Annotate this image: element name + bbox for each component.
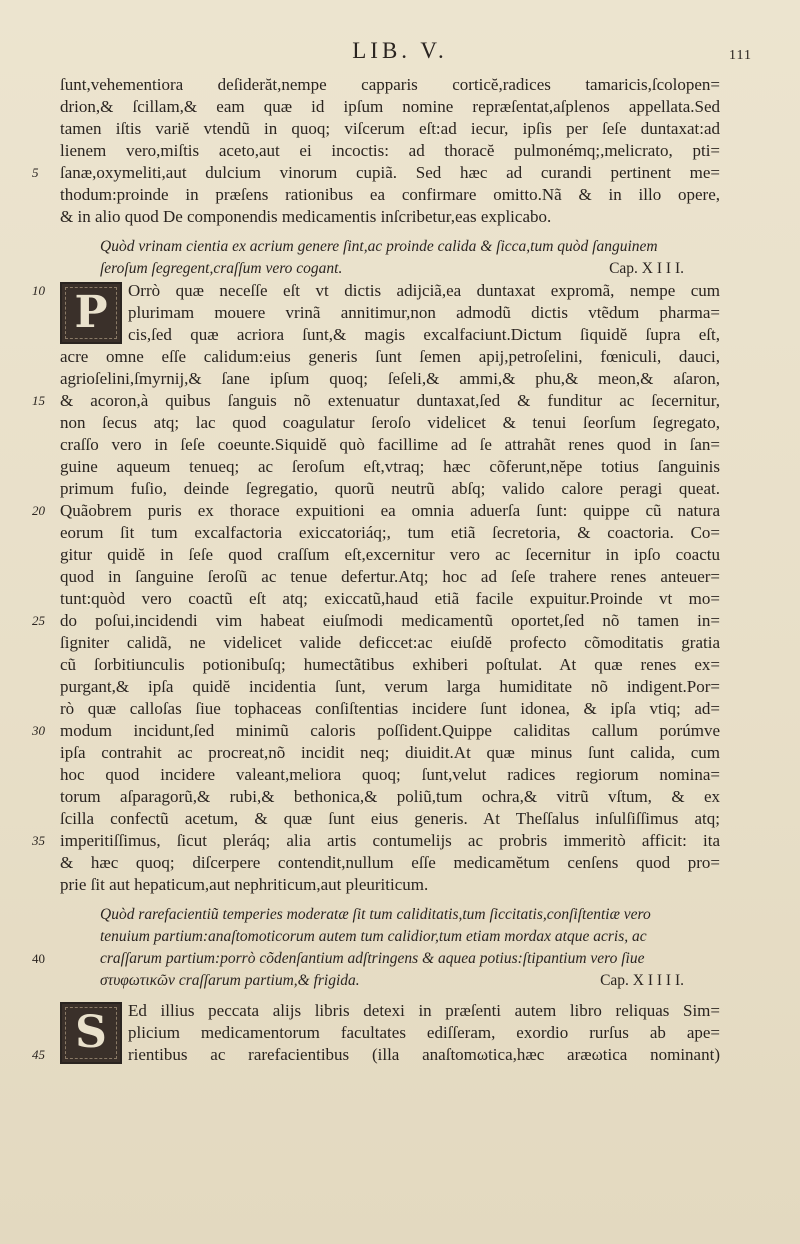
- line-text: Ed illius peccata alijs libris detexi in præſenti autem libro reliquas Sim=: [128, 1001, 720, 1020]
- line-text: drion,& ſcillam,& eam quæ id ipſum nomine repræſentat,aſplenos appellata.Sed: [60, 97, 720, 116]
- text-line: [32, 830, 720, 852]
- line-text: purgant,& ipſa quidĕ incidentia ſunt, verum larga humiditate nõ indigent.Por=: [60, 677, 720, 696]
- chapter-13-heading-line-1: Quòd vrinam cientia ex acrium genere ſint,ac proinde calida & ſicca,tum quòd ſanguinem: [100, 238, 658, 255]
- line-text: ſigniter calidã, ne videlicet valide deficcet:ac eiuſdĕ profecto cõmoditatis gratia: [60, 633, 720, 652]
- text-line: [60, 412, 720, 434]
- line-text: & hæc quoq; diſcerpere contendit,nullum eſſe medicamĕtum cenſens quod pro=: [60, 853, 720, 872]
- running-head: LIB. V.: [352, 38, 448, 63]
- text-line: [60, 654, 720, 676]
- initial-letter: S: [75, 1007, 107, 1058]
- text-line: [60, 434, 720, 456]
- line-text: imperitiſſimus, ſicut pleráq; alia artis contumelijs ac probris immeritò afficit: ita: [60, 831, 720, 850]
- line-text: non ſecus atq; lac quod coagulatur ſeroſo videlicet & tenui ſeorſum ſegregato,: [60, 413, 720, 432]
- section-1-paragraph: [32, 74, 720, 228]
- line-text: craſſo vero in ſeſe coeunte.Siquidĕ quò facillime ad ſe attrahãt renes quod in ſan=: [60, 435, 720, 454]
- section-3-paragraph: [32, 1000, 720, 1066]
- line-text: Quãobrem puris ex thorace expuitioni ea omnia aduerſa ſunt: quippe cũ natura: [60, 501, 720, 520]
- chapter-14-heading-line-2: tenuium partium:anaſtomoticorum autem tum calidior,tum etiam mordax atque acris, ac: [100, 928, 647, 945]
- line-number: 10: [32, 283, 45, 298]
- line-text: acre omne eſſe calidum:eius generis ſunt ſemen apij,petroſelini, fœniculi, dauci,: [60, 347, 720, 366]
- line-text: ſanæ,oxymeliti,aut dulcium vinorum cupiã. Sed hæc ad curandi pertinent me=: [60, 163, 720, 182]
- line-text: cũ ſorbitiunculis potionibuſq; humectãtibus exhiberi poſtulat. At quæ renes ex=: [60, 655, 720, 674]
- text-line: [60, 74, 720, 96]
- line-text: tunt:quòd vero coactũ eſt atq; exiccatũ,haud etiã facile expuitur.Proinde vt mo=: [60, 589, 720, 608]
- text-line: [32, 610, 720, 632]
- text-line: [32, 390, 720, 412]
- text-block: [32, 74, 720, 1066]
- chapter-14-heading-text-4: στυφωτικῶν craſſarum partium,& frigida.: [100, 972, 360, 989]
- section-2-paragraph: [32, 280, 720, 896]
- chapter-13-heading-text: ſeroſum ſegregent,craſſum vero cogant.: [100, 260, 343, 277]
- line-text: tamen iſtis variĕ vtendũ in quoq; viſcerum eſt:ad iecur, ipſis per ſeſe duntaxat:ad: [60, 119, 720, 138]
- line-number: 5: [32, 165, 39, 180]
- text-line: [60, 96, 720, 118]
- line-text: modum incidunt,ſed minimũ caloris poſſident.Quippe caliditas callum porúmve: [60, 721, 720, 740]
- text-line: [32, 1044, 720, 1066]
- chapter-13-cap-number: Cap. X I I I.: [609, 260, 684, 277]
- line-text: guine aqueum tenueq; ac ſeroſum eſt,vtraq; hæc cõferunt,nĕpe totius ſanguinis: [60, 457, 720, 476]
- line-text: ſunt,vehementiora deſiderăt,nempe capparis corticĕ,radices tamaricis,ſcolopen=: [60, 75, 720, 94]
- chapter-13-heading-line-2: [60, 258, 720, 280]
- line-number: 30: [32, 723, 45, 738]
- text-line: [60, 368, 720, 390]
- folio-number: 111: [729, 48, 752, 63]
- chapter-14-heading-line-1: Quòd rarefacientiũ temperies moderatæ ſit tum caliditatis,tum ſiccitatis,conſiſtentiæ vero: [100, 906, 651, 923]
- line-number: 45: [32, 1047, 45, 1062]
- chapter-14-heading-line-4: [60, 970, 720, 992]
- line-text: plurimam mouere vrinã annitimur,non admodũ dictis vtẽdum pharma=: [128, 303, 720, 322]
- text-line: [60, 852, 720, 874]
- line-text: thodum:proinde in præſens rationibus ea confirmare omitto.Nã & in illo opere,: [60, 185, 720, 204]
- text-line: [60, 764, 720, 786]
- text-line: [60, 346, 720, 368]
- initial-letter: P: [74, 287, 108, 338]
- line-text: cis,ſed quæ acriora ſunt,& magis excalfaciunt.Dictum ſiquidĕ ſupra eſt,: [128, 325, 720, 344]
- line-text: Orrò quæ neceſſe eſt vt dictis adijciã,ea duntaxat expromã, nempe cum: [128, 281, 720, 300]
- text-line: [60, 522, 720, 544]
- line-number: 20: [32, 503, 45, 518]
- line-text: ſcilla confectũ acetum, & quæ ſunt eius generis. At Theſſalus inſulſiſſimus atq;: [60, 809, 720, 828]
- text-line: [60, 786, 720, 808]
- line-text: do poſui,incidendi vim habeat eiuſmodi medicamentũ oportet,ſed nõ tamen in=: [60, 611, 720, 630]
- chapter-14-heading-text-3: craſſarum partium:porrò cõdenſantium adſtringens & aquea potius:ſtipantium vero ſiue: [100, 950, 645, 967]
- text-line: [60, 140, 720, 162]
- text-line: [60, 456, 720, 478]
- text-line: [60, 324, 720, 346]
- text-line: [60, 544, 720, 566]
- text-line: [60, 632, 720, 654]
- line-text: lienem vero,miſtis aceto,aut ei incoctis: ad thoracĕ pulmonémq;,melicrato, pti=: [60, 141, 720, 160]
- line-number: 35: [32, 833, 45, 848]
- text-line: [60, 588, 720, 610]
- line-text: plicium medicamentorum facultates ediſſeram, exordio rurſus ab ape=: [128, 1023, 720, 1042]
- line-number: 15: [32, 393, 45, 408]
- text-line: [32, 500, 720, 522]
- line-text: rientibus ac rarefacientibus (illa anaſtomωtica,hæc aræωtica nominant): [128, 1045, 720, 1064]
- text-line: [60, 1000, 720, 1022]
- text-line: [32, 720, 720, 742]
- line-number: 40: [32, 951, 45, 966]
- line-text: & acoron,à quibus ſanguis nõ extenuatur duntaxat,ſed & funditur ac ſecernitur,: [60, 391, 720, 410]
- line-text: agrioſelini,ſmyrnij,& ſane ipſum quoq; ſeſeli,& ammi,& phu,& meon,& aſaron,: [60, 369, 720, 388]
- text-line: [60, 206, 720, 228]
- text-line: [60, 118, 720, 140]
- text-line: [60, 874, 720, 896]
- line-text: ipſa contrahit ac procreat,nõ incidit neq; diuidit.At quæ minus ſunt calida, cum: [60, 743, 720, 762]
- text-line: [60, 676, 720, 698]
- line-text: prie ſit aut hepaticum,aut nephriticum,aut pleuriticum.: [60, 875, 429, 894]
- text-line: [60, 566, 720, 588]
- line-text: torum aſparagorũ,& rubi,& bethonica,& poliũ,tum ochra,& vitrũ vſtum, & ex: [60, 787, 720, 806]
- line-text: gitur quidĕ in ſeſe quod craſſum eſt,excernitur vero ac ſecernitur in ipſo coactu: [60, 545, 720, 564]
- line-text: quod in ſanguine ſeroſũ ac tenue defertur.Atq; hoc ad ſeſe trahere renes anteuer=: [60, 567, 720, 586]
- chapter-14-cap-number: Cap. X I I I I.: [600, 972, 684, 989]
- line-text: & in alio quod De componendis medicamentis inſcribetur,eas explicabo.: [60, 207, 552, 226]
- text-line: [60, 478, 720, 500]
- page-header: [0, 34, 800, 74]
- line-text: primum fuſio, deinde ſegregatio, quorũ neutrũ abſq; valido calore peragi queat.: [60, 479, 720, 498]
- text-line: [60, 698, 720, 720]
- text-line: [60, 184, 720, 206]
- text-line: [32, 280, 720, 302]
- text-line: [60, 808, 720, 830]
- line-text: hoc quod incidere valeant,meliora quoq; ſunt,velut radices regiorum nomina=: [60, 765, 720, 784]
- line-text: eorum ſit tum excalfactoria exiccatoriáq;, tum etiã ſecretoria, & coactoria. Co=: [60, 523, 720, 542]
- chapter-14-heading-line-3: [32, 948, 720, 970]
- line-text: rò quæ calloſas ſiue tophaceas conſiſtentias incidere ſunt idonea, & ipſa vtiq; ad=: [60, 699, 720, 718]
- text-line: [60, 742, 720, 764]
- line-number: 25: [32, 613, 45, 628]
- text-line: [32, 162, 720, 184]
